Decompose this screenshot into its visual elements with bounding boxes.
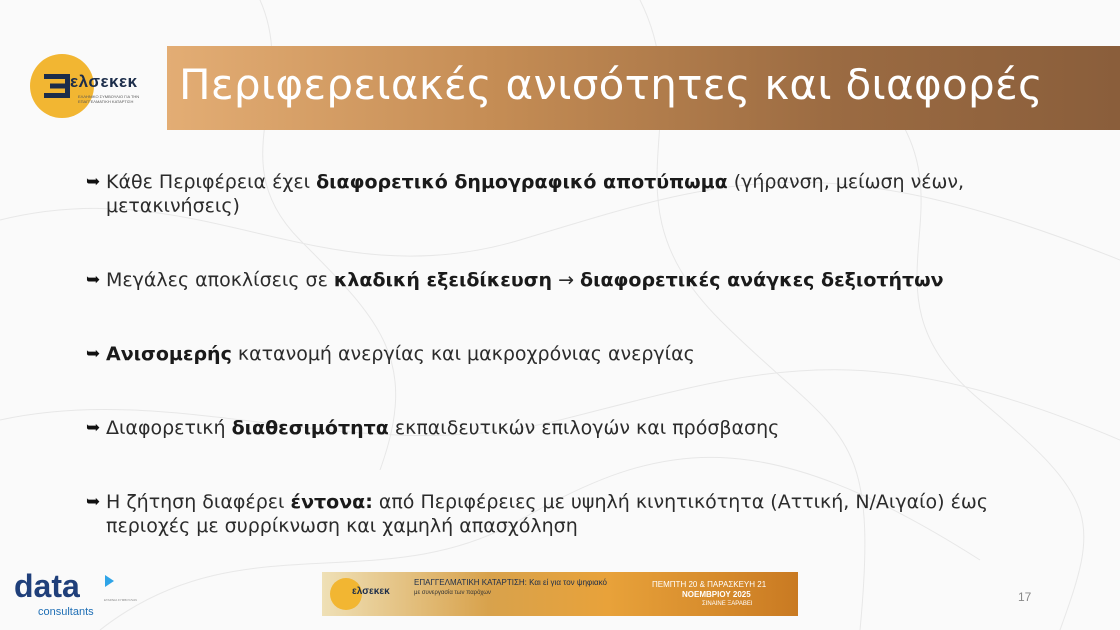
bullet-item	[86, 416, 1036, 440]
slide-title: Περιφερειακές ανισότητες και διαφορές	[179, 60, 1043, 109]
bullet-text	[86, 342, 1036, 366]
bullet-item	[86, 342, 1036, 366]
bullet-text	[86, 170, 1036, 218]
bullet-run: (γήρανση, μείωση νέων, μετακινήσεις)	[106, 171, 965, 217]
banner-headline: ΕΠΑΓΓΕΛΜΑΤΙΚΗ ΚΑΤΑΡΤΙΣΗ: Και εί για τον ψηφιακό	[414, 578, 607, 587]
bullet-run: Μεγάλες αποκλίσεις σε	[106, 269, 334, 291]
play-arrow-icon	[102, 574, 116, 588]
title-bar	[167, 46, 1120, 130]
arrow-bullet-icon: ➥	[86, 492, 101, 512]
data-logo-tagline: ΕΤΑΙΡΕΙΑ ΣΥΜΒΟΥΛΩΝ	[104, 598, 137, 602]
bullet-run: από Περιφέρειες με υψηλή κινητικότητα (Αττική, Ν/Αιγαίο) έως περιοχές με συρρίκνωση και χαμηλή απασχόληση	[106, 491, 988, 537]
event-banner	[322, 572, 798, 616]
data-logo-word: data	[14, 568, 80, 604]
data-consultants-logo	[14, 568, 144, 622]
logo-tagline: ΕΛΛΗΝΙΚΟ ΣΥΜΒΟΥΛΙΟ ΓΙΑ ΤΗΝ ΕΠΑΓΓΕΛΜΑΤΙΚΗ ΚΑΤΑΡΤΙΣΗ	[78, 94, 140, 104]
banner-date-month: ΝΟΕΜΒΡΙΟΥ 2025	[682, 590, 751, 599]
elsekek-logo	[30, 54, 158, 124]
bullet-item	[86, 268, 1036, 292]
bullet-run: →	[552, 269, 581, 291]
banner-subline: με συνεργασία των παρόχων	[414, 590, 491, 596]
logo-brand-text: ελσεκεκ	[70, 72, 138, 91]
bullet-bold-run: έντονα:	[290, 491, 373, 513]
bullet-text	[86, 490, 1036, 538]
arrow-bullet-icon: ➥	[86, 172, 101, 192]
bullet-bold-run: Ανισομερής	[106, 343, 232, 365]
bullet-item	[86, 170, 1036, 218]
bullet-text	[86, 268, 1036, 292]
page-number: 17	[1018, 590, 1032, 604]
bullet-run: κατανομή ανεργίας και μακροχρόνιας ανεργίας	[231, 343, 695, 365]
arrow-bullet-icon: ➥	[86, 270, 101, 290]
bullet-bold-run: διαθεσιμότητα	[231, 417, 389, 439]
bullet-item	[86, 490, 1036, 538]
bullet-run: Η ζήτηση διαφέρει	[106, 491, 291, 513]
banner-brand: ελσεκεκ	[352, 586, 390, 597]
bullet-bold-run: διαφορετικό δημογραφικό αποτύπωμα	[316, 171, 728, 193]
bullet-run: Κάθε Περιφέρεια έχει	[106, 171, 317, 193]
bullet-text	[86, 416, 1036, 440]
banner-date-days: ΠΕΜΠΤΗ 20 & ΠΑΡΑΣΚΕΥΗ 21	[652, 580, 767, 589]
bullet-bold-run: διαφορετικές ανάγκες δεξιοτήτων	[580, 269, 944, 291]
bullet-bold-run: κλαδική εξειδίκευση	[333, 269, 553, 291]
arrow-bullet-icon: ➥	[86, 418, 101, 438]
data-logo-sub: consultants	[38, 606, 94, 618]
bullet-run: εκπαιδευτικών επιλογών και πρόσβασης	[388, 417, 780, 439]
banner-location: ΣΙΝΑΙΝΕ ΞΑΡΑΒΕΙ	[702, 601, 753, 607]
arrow-bullet-icon: ➥	[86, 344, 101, 364]
bullet-run: Διαφορετική	[106, 417, 232, 439]
